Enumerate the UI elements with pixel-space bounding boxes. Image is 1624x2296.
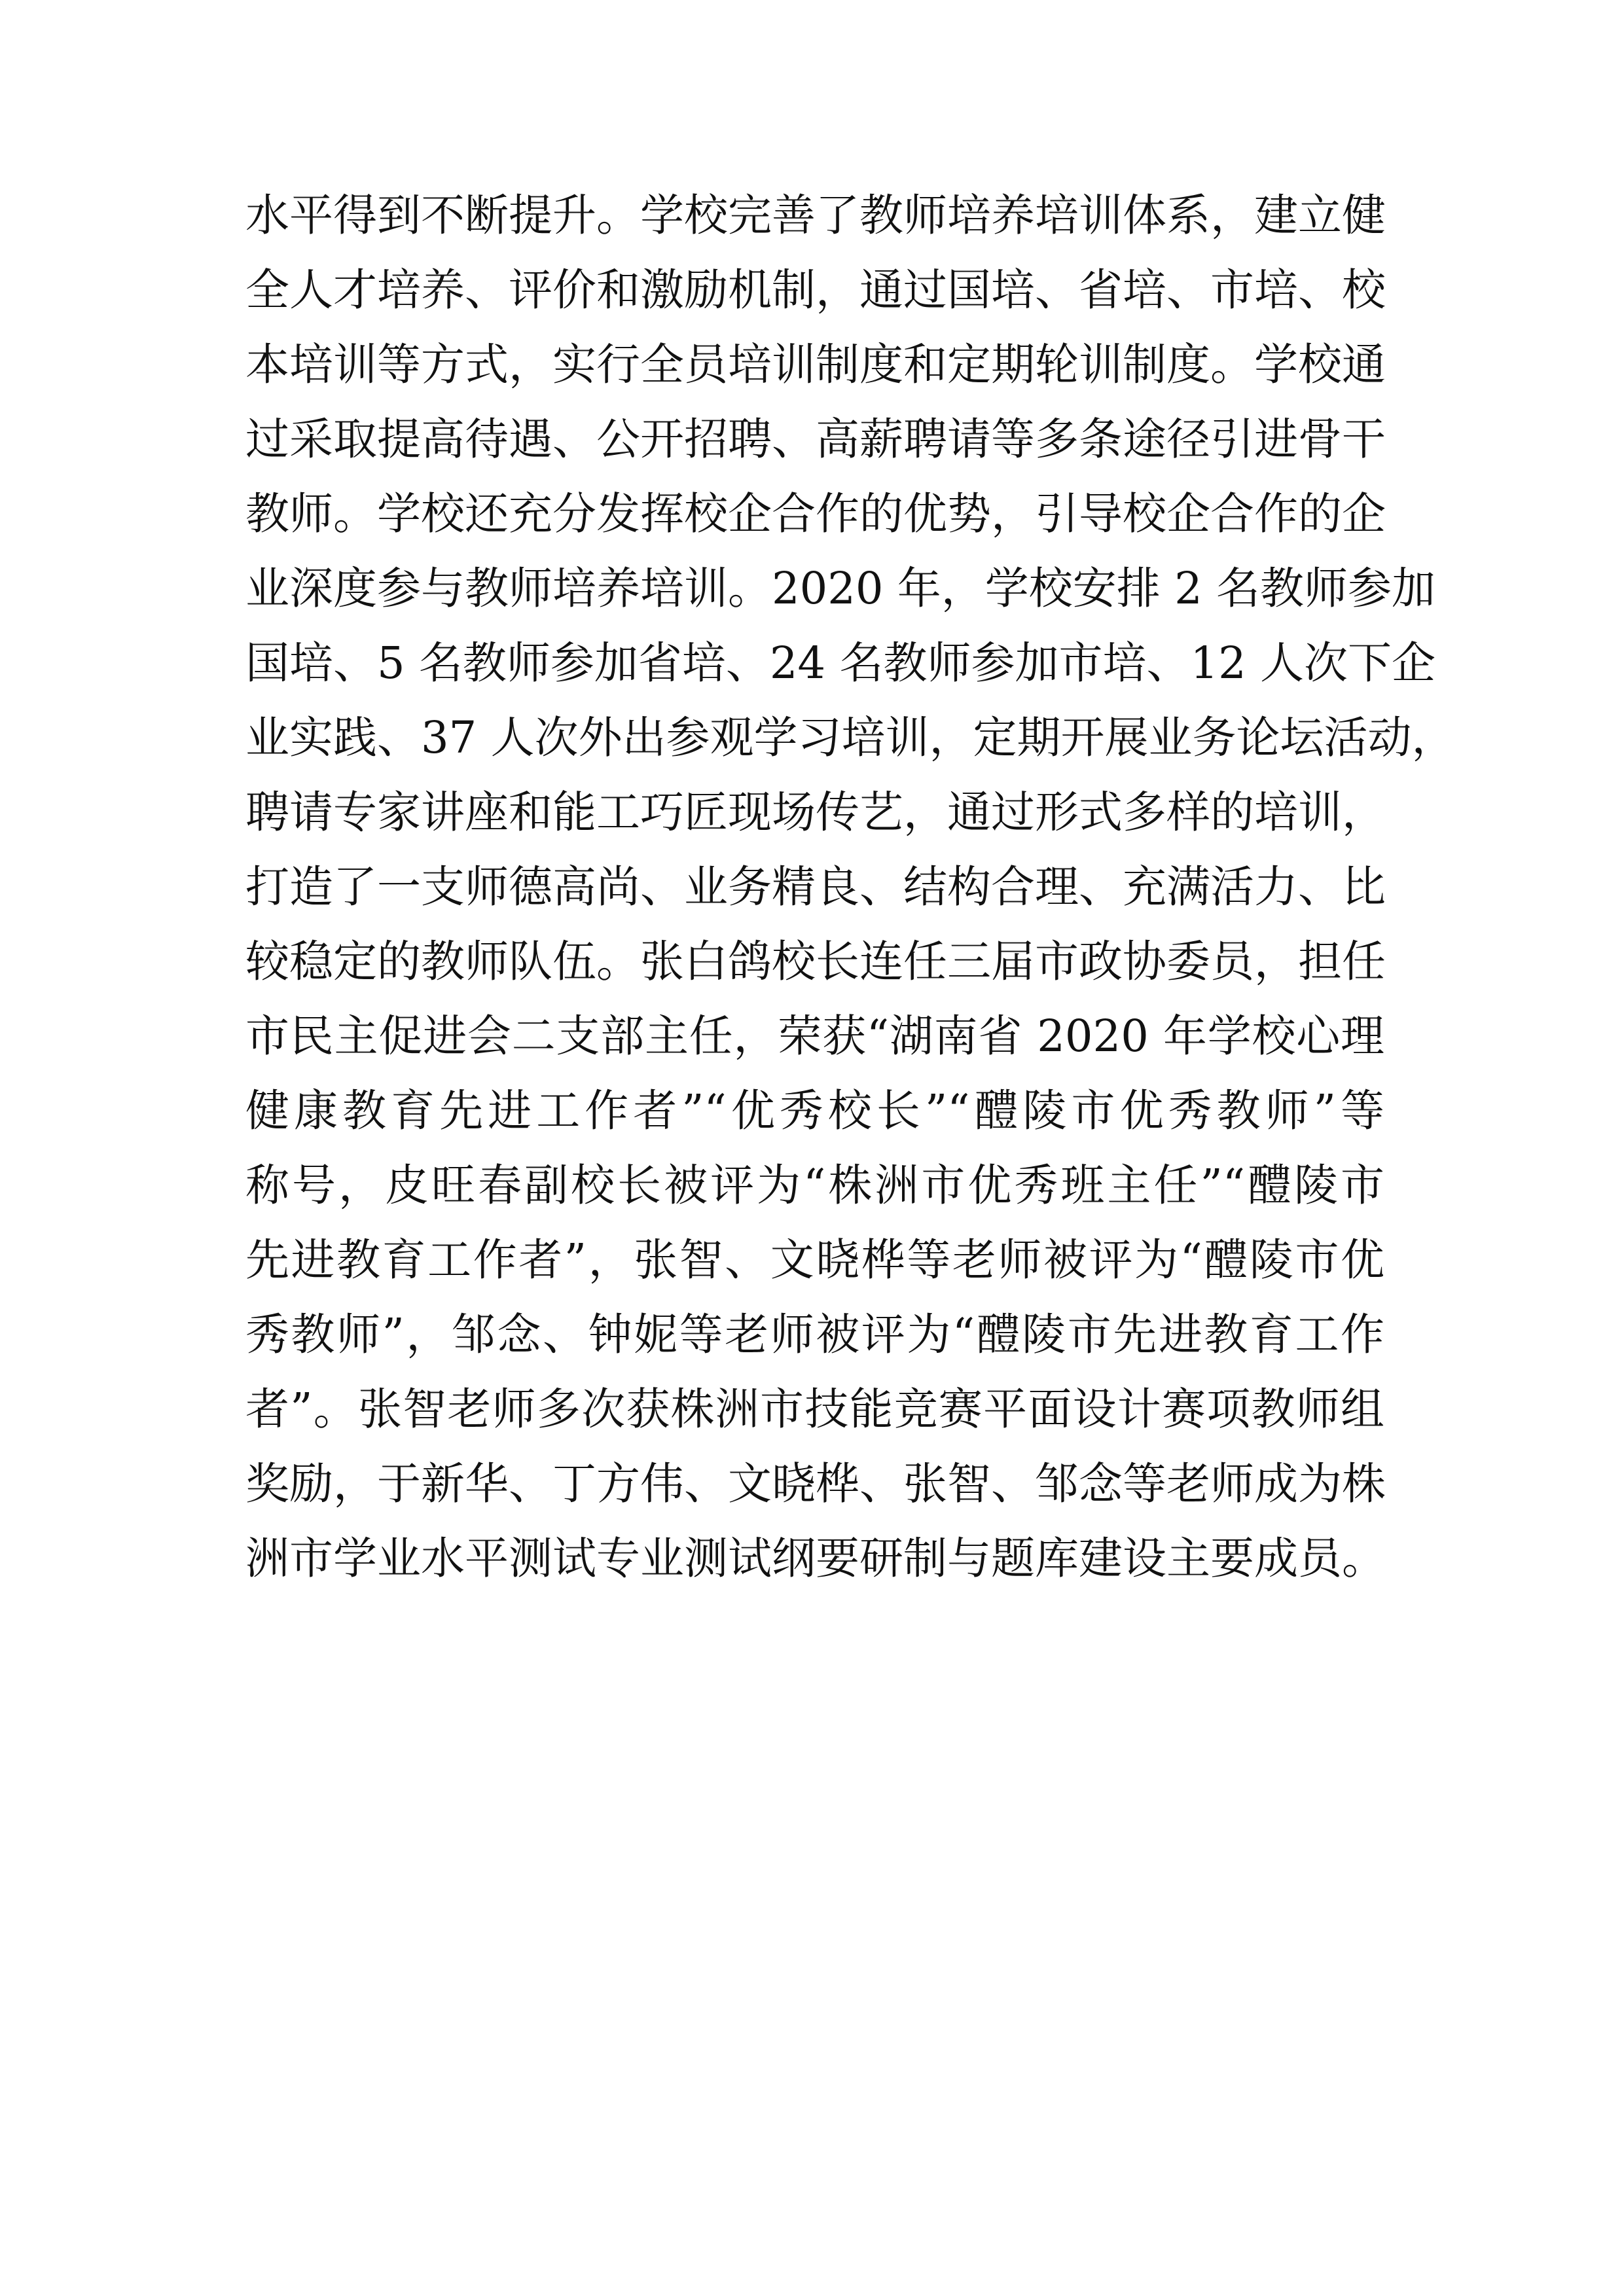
text-line: 先进教育工作者”，张智、文晓桦等老师被评为“醴陵市优 [245,1234,1384,1285]
text-line: 奖励，于新华、丁方伟、文晓桦、张智、邹念等老师成为株 [245,1458,1386,1509]
text-line: 秀教师”，邹念、钟妮等老师被评为“醴陵市先进教育工作 [245,1309,1384,1360]
text-line: 较稳定的教师队伍。张白鸽校长连任三届市政协委员，担任 [245,936,1386,987]
text-line: 水平得到不断提升。学校完善了教师培养培训体系，建立健 [245,190,1386,241]
text-line: 健康教育先进工作者”“优秀校长”“醴陵市优秀教师”等 [245,1085,1384,1136]
text-line: 过采取提高待遇、公开招聘、高薪聘请等多条途径引进骨干 [245,414,1386,465]
text-line: 打造了一支师德高尚、业务精良、结构合理、充满活力、比 [245,861,1386,912]
body-paragraph [245,178,1456,1596]
text-line: 本培训等方式，实行全员培训制度和定期轮训制度。学校通 [245,339,1386,390]
text-line: 教师。学校还充分发挥校企合作的优势，引导校企合作的企 [245,488,1386,539]
text-line: 业深度参与教师培养培训。2020 年，学校安排 2 名教师参加 [245,563,1436,614]
text-line: 洲市学业水平测试专业测试纲要研制与题库建设主要成员。 [245,1533,1386,1584]
text-line: 全人才培养、评价和激励机制，通过国培、省培、市培、校 [245,264,1386,315]
text-line: 聘请专家讲座和能工巧匠现场传艺，通过形式多样的培训， [245,787,1386,838]
text-line: 者”。张智老师多次获株洲市技能竞赛平面设计赛项教师组 [245,1384,1384,1435]
text-line: 业实践、37 人次外出参观学习培训，定期开展业务论坛活动， [245,712,1456,763]
text-line: 市民主促进会二支部主任，荣获“湖南省 2020 年学校心理 [245,1011,1384,1062]
text-line: 称号，皮旺春副校长被评为“株洲市优秀班主任”“醴陵市 [245,1160,1384,1211]
text-line: 国培、5 名教师参加省培、24 名教师参加市培、12 人次下企 [245,637,1436,689]
